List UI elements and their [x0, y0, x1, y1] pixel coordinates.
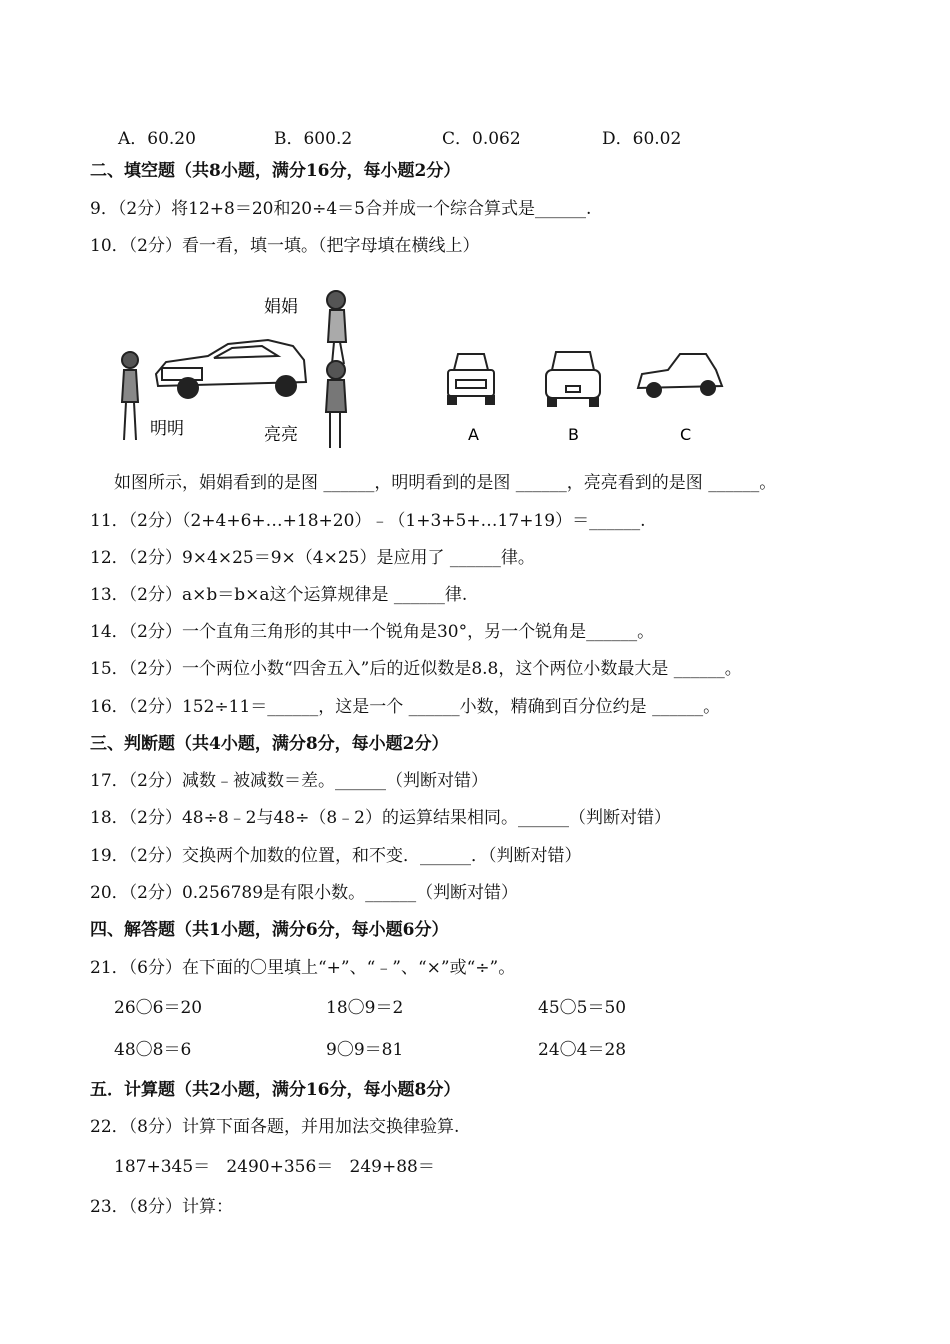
question-19: 19．（2分）交换两个加数的位置，和不变．______．（判断对错） [90, 846, 582, 866]
section-calculation-title: 五．计算题（共2小题，满分16分，每小题8分） [90, 1080, 461, 1100]
question-23: 23．（8分）计算： [90, 1197, 233, 1217]
q21-item: 45〇5＝50 [538, 998, 627, 1018]
label-juanjuan: 娟娟 [264, 297, 298, 317]
option-d: D．60.02 [602, 129, 682, 149]
question-11: 11．（2分）（2+4+6+…+18+20）﹣（1+3+5+…17+19）＝______. [90, 511, 646, 531]
label-b: B [568, 425, 579, 444]
option-b: B．600.2 [274, 129, 353, 149]
question-10-blanks: 如图所示，娟娟看到的是图 ______，明明看到的是图 ______，亮亮看到的是图 ______。 [114, 473, 777, 493]
question-15: 15．（2分）一个两位小数“四舍五入”后的近似数是8.8，这个两位小数最大是 ______。 [90, 659, 742, 679]
q21-item: 9〇9＝81 [326, 1040, 404, 1060]
question-12: 12．（2分）9×4×25＝9×（4×25）是应用了 ______律。 [90, 548, 535, 568]
question-10: 10．（2分）看一看，填一填。（把字母填在横线上） [90, 236, 480, 256]
question-9: 9．（2分）将12+8＝20和20÷4＝5合并成一个综合算式是______. [90, 199, 592, 219]
label-a: A [468, 425, 479, 444]
question-21: 21．（6分）在下面的〇里填上“+”、“﹣”、“×”或“÷”。 [90, 958, 516, 978]
question-13: 13．（2分）a×b＝b×a这个运算规律是 ______律. [90, 585, 468, 605]
option-c: C．0.062 [442, 129, 521, 149]
car-views-figure [108, 282, 728, 452]
label-c: C [680, 425, 692, 444]
question-14: 14．（2分）一个直角三角形的其中一个锐角是30°，另一个锐角是______。 [90, 622, 655, 642]
question-16: 16．（2分）152÷11＝______，这是一个 ______小数，精确到百分位约是 ______。 [90, 697, 721, 717]
question-20: 20．（2分）0.256789是有限小数。______（判断对错） [90, 883, 519, 903]
q21-item: 26〇6＝20 [114, 998, 203, 1018]
section-judgement-title: 三、判断题（共4小题，满分8分，每小题2分） [90, 734, 449, 754]
label-mingming: 明明 [150, 419, 184, 439]
q21-item: 18〇9＝2 [326, 998, 404, 1018]
question-17: 17．（2分）减数﹣被减数＝差。______（判断对错） [90, 771, 488, 791]
q21-item: 48〇8＝6 [114, 1040, 192, 1060]
question-22-items: 187+345＝ 2490+356＝ 249+88＝ [114, 1157, 435, 1177]
question-22: 22．（8分）计算下面各题，并用加法交换律验算. [90, 1117, 460, 1137]
question-18: 18．（2分）48÷8﹣2与48÷（8﹣2）的运算结果相同。______（判断对错） [90, 808, 671, 828]
option-a: A．60.20 [118, 129, 196, 149]
section-fill-blank-title: 二、填空题（共8小题，满分16分，每小题2分） [90, 161, 461, 181]
q21-item: 24〇4＝28 [538, 1040, 627, 1060]
section-answer-title: 四、解答题（共1小题，满分6分，每小题6分） [90, 920, 449, 940]
label-liangliang: 亮亮 [264, 425, 298, 445]
